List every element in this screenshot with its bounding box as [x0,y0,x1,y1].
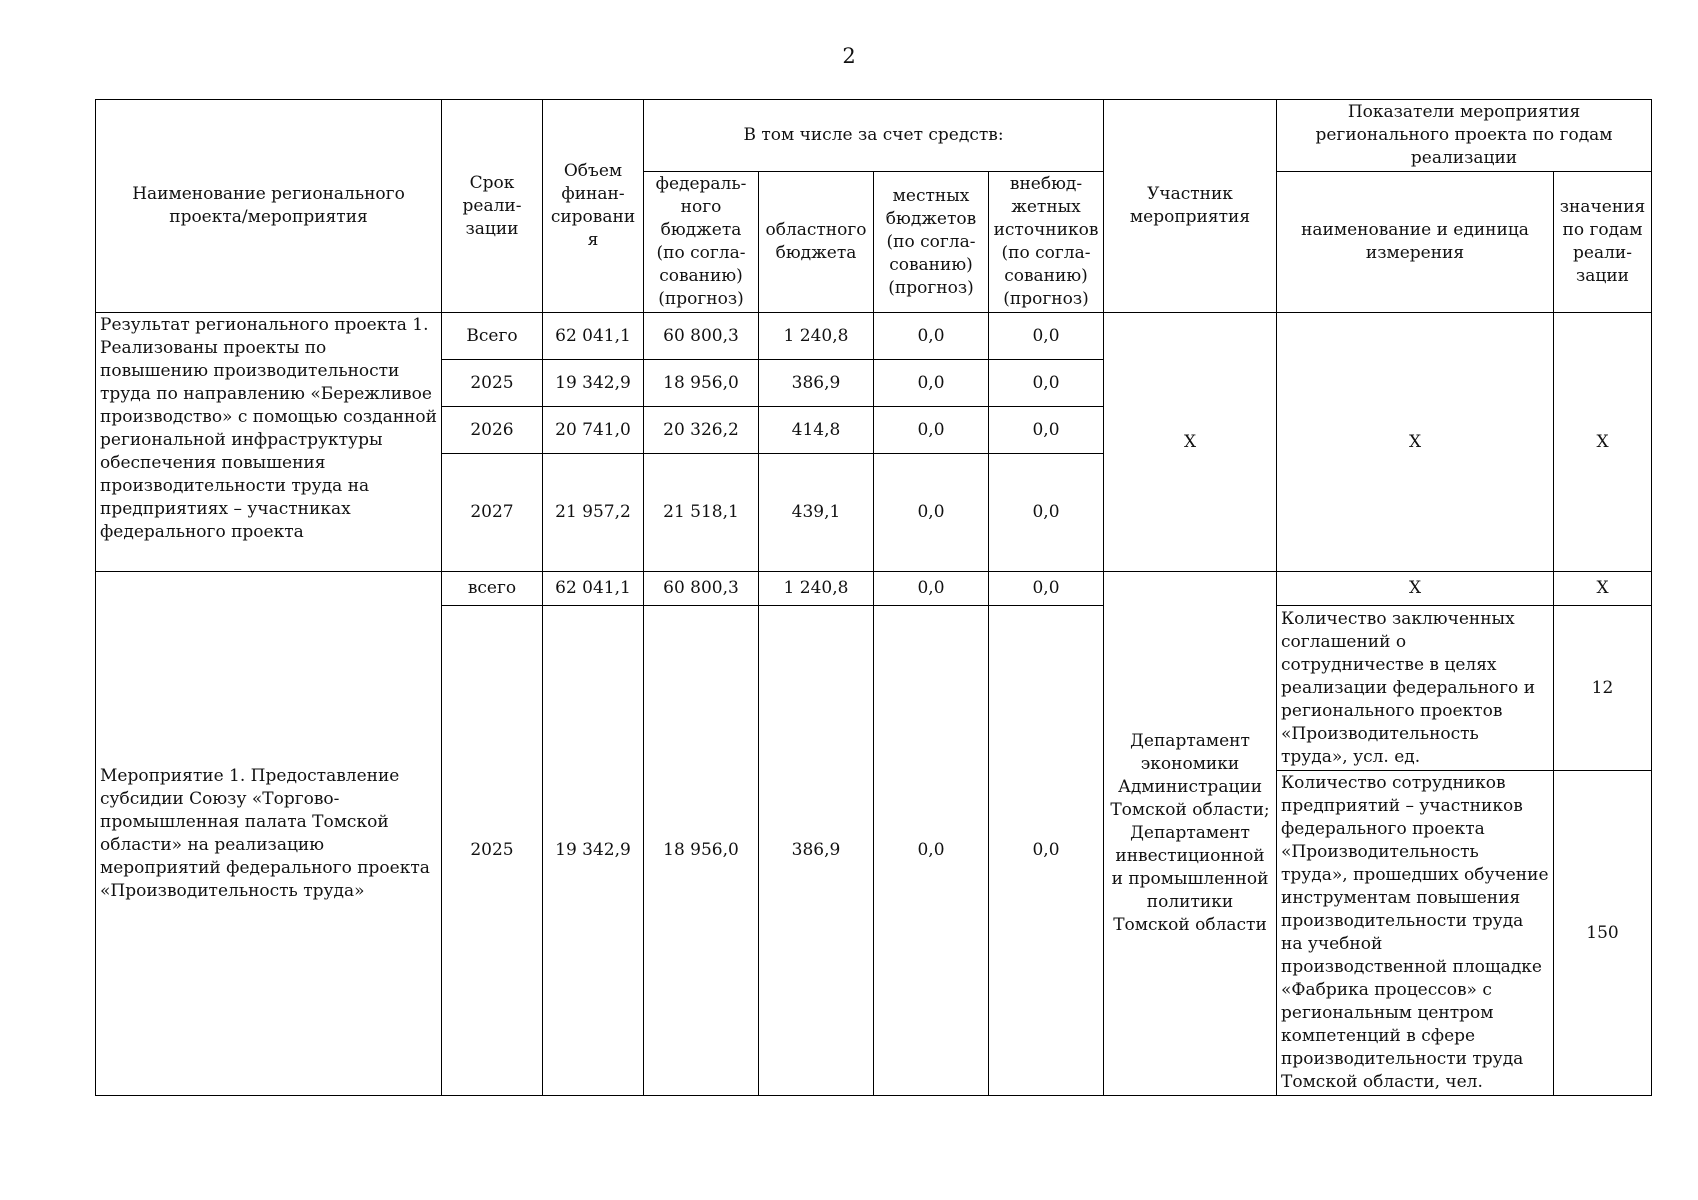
header-term-col: Срок реали-зации [442,100,543,313]
local-cell: 0,0 [874,572,989,606]
activity-participant: Департамент экономики Администрации Томской области; Департамент инвестиционной и промышленной политики Томской области [1104,572,1277,1096]
federal-cell: 60 800,3 [644,313,759,360]
indicator-name-cell: X [1277,572,1554,606]
result-name: Результат регионального проекта 1. Реализованы проекты по повышению производительности труда по направлению «Бережливое производство» с помощью созданной региональной инфраструктуры обеспечения повышения производительности труда на предприятиях – участниках федерального проекта [96,313,442,572]
federal-cell: 18 956,0 [644,360,759,407]
header-local-col: местных бюджетов (по согла-сованию) (прогноз) [874,172,989,313]
term-cell: 2025 [442,360,543,407]
volume-cell: 62 041,1 [543,572,644,606]
header-federal-col: федераль-ного бюджета (по согла-сованию) (прогноз) [644,172,759,313]
indicator-value-cell: 12 [1554,606,1652,771]
table-row [96,313,1652,360]
local-cell: 0,0 [874,360,989,407]
header-regional-col: областного бюджета [759,172,874,313]
term-cell: Всего [442,313,543,360]
federal-cell: 20 326,2 [644,407,759,454]
term-cell: 2027 [442,454,543,572]
result-participant: X [1104,313,1277,572]
header-participant-col: Участник мероприятия [1104,100,1277,313]
financing-table [95,99,1652,1096]
header-indicators-group: Показатели мероприятия регионального проекта по годам реализации [1277,100,1652,172]
regional-cell: 386,9 [759,360,874,407]
extrabudget-cell: 0,0 [989,572,1104,606]
header-indicator-values-col: значения по годам реали-зации [1554,172,1652,313]
term-cell: 2025 [442,606,543,1096]
local-cell: 0,0 [874,407,989,454]
regional-cell: 386,9 [759,606,874,1096]
local-cell: 0,0 [874,606,989,1096]
extrabudget-cell: 0,0 [989,360,1104,407]
volume-cell: 21 957,2 [543,454,644,572]
regional-cell: 1 240,8 [759,313,874,360]
federal-cell: 18 956,0 [644,606,759,1096]
table-row [96,572,1652,606]
regional-cell: 1 240,8 [759,572,874,606]
extrabudget-cell: 0,0 [989,454,1104,572]
term-cell: 2026 [442,407,543,454]
header-including-group: В том числе за счет средств: [644,100,1104,172]
local-cell: 0,0 [874,313,989,360]
extrabudget-cell: 0,0 [989,407,1104,454]
volume-cell: 19 342,9 [543,360,644,407]
regional-cell: 439,1 [759,454,874,572]
indicator-name-cell: Количество сотрудников предприятий – участников федерального проекта «Производительность труда», прошедших обучение инструментам повышения производительности труда на учебной производственной площадке «Фабрика процессов» с региональным центром компетенций в сфере производительности труда Томской области, чел. [1277,771,1554,1096]
federal-cell: 21 518,1 [644,454,759,572]
indicator-name-cell: Количество заключенных соглашений о сотрудничестве в целях реализации федерального и регионального проектов «Производительность труда», усл. ед. [1277,606,1554,771]
local-cell: 0,0 [874,454,989,572]
volume-cell: 19 342,9 [543,606,644,1096]
header-extrabudget-col: внебюд-жетных источников (по согла-сованию) (прогноз) [989,172,1104,313]
term-cell: всего [442,572,543,606]
header-name-col: Наименование регионального проекта/мероприятия [96,100,442,313]
result-indicator-value: X [1554,313,1652,572]
result-indicator-name: X [1277,313,1554,572]
page-number: 2 [842,44,856,68]
volume-cell: 20 741,0 [543,407,644,454]
header-volume-col: Объем финан-сирования [543,100,644,313]
indicator-value-cell: X [1554,572,1652,606]
header-indicator-name-col: наименование и единица измерения [1277,172,1554,313]
activity-name: Мероприятие 1. Предоставление субсидии Союзу «Торгово-промышленная палата Томской области» на реализацию мероприятий федерального проекта «Производительность труда» [96,572,442,1096]
volume-cell: 62 041,1 [543,313,644,360]
federal-cell: 60 800,3 [644,572,759,606]
indicator-value-cell: 150 [1554,771,1652,1096]
regional-cell: 414,8 [759,407,874,454]
extrabudget-cell: 0,0 [989,606,1104,1096]
extrabudget-cell: 0,0 [989,313,1104,360]
